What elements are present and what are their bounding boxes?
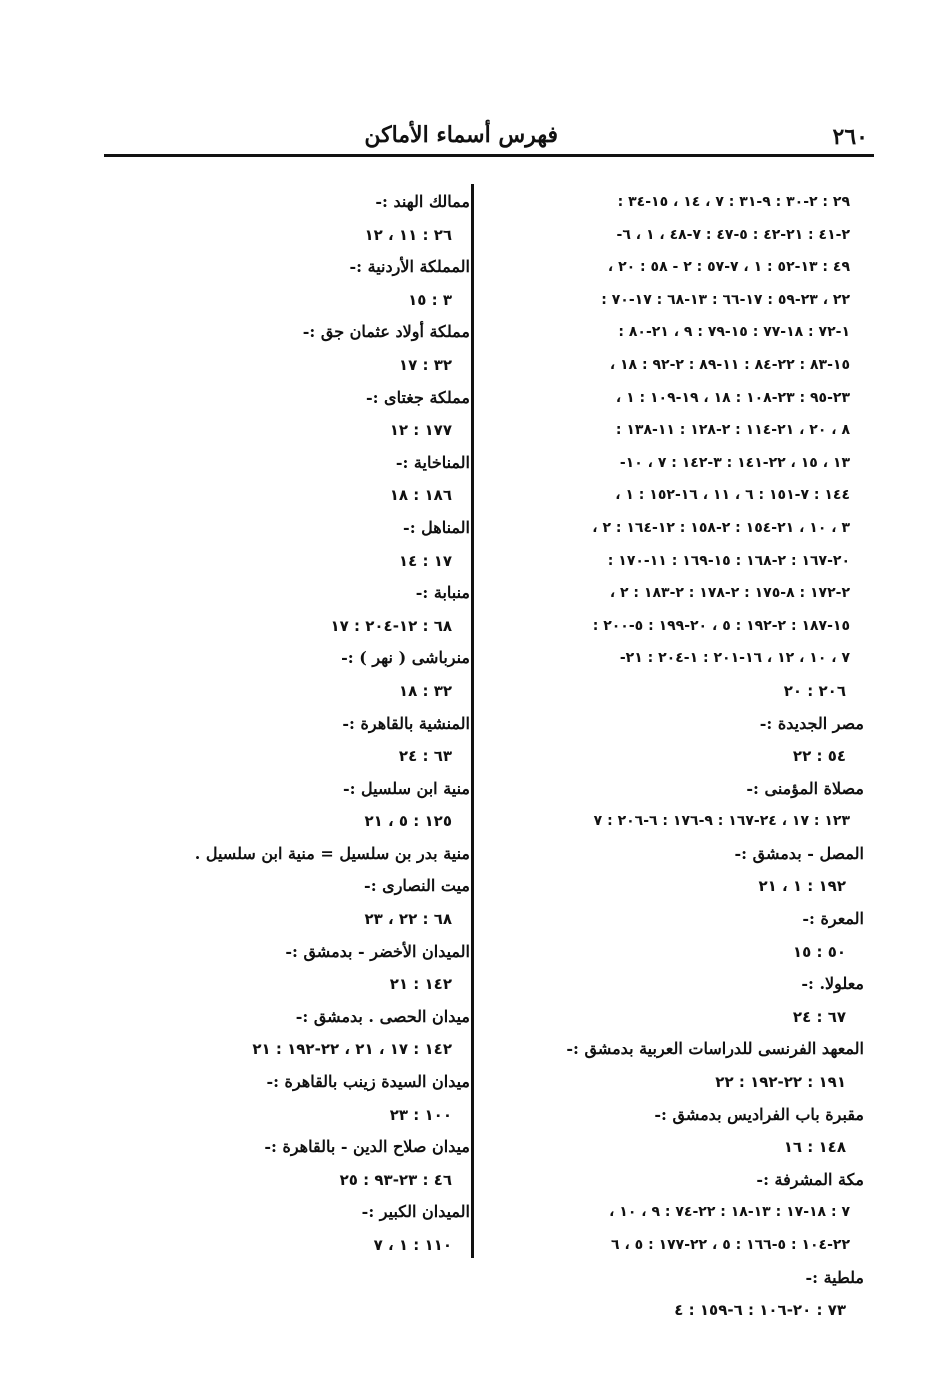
page-title: فهرس أسماء الأماكن [364, 122, 558, 148]
index-entry-heading: معلولا. :- [801, 974, 864, 994]
index-entry-references: ٢٣-٩٥ : ٢٣-١٠٨ : ١٨ ، ١٩-١٠٩ : ١ ، [615, 389, 850, 406]
page-header [104, 118, 874, 152]
index-entry-heading: ملطية :- [805, 1267, 864, 1287]
index-entry-references: ١٢٣ : ١٧ ، ٢٤-١٦٧ : ٩-١٧٦ : ٦-٢٠٦ : ٧ [593, 813, 850, 830]
page-number: ٢٦٠ [832, 124, 868, 150]
index-entry-references: ١٨٦ : ١٨ [389, 486, 452, 505]
index-entry-references: ٢-٤١ : ٢١-٤٢ : ٥-٤٧ : ٧-٤٨ ، ١ ، ٦- [616, 226, 850, 243]
index-entry-references: ٣٢ : ١٧ [398, 355, 452, 374]
index-entry-references: ٨ ، ٢٠ ، ٢١-١١٤ : ٢-١٢٨ : ١١-١٣٨ : [615, 422, 850, 439]
index-entry-references: ٧ ، ١٠ ، ١٢ ، ١٦-٢٠١ : ١-٢٠٤ : ٢١- [619, 650, 850, 667]
index-entry-heading: مملكة جغتاى :- [365, 387, 470, 407]
index-entry-references: ٣ : ١٥ [408, 290, 452, 309]
index-entry-heading: ميدان السيدة زينب بالقاهرة :- [266, 1072, 470, 1092]
index-entry-references: ٦٨ : ٢٢ ، ٢٣ [364, 910, 452, 929]
index-entry-references: ٢٠-١٦٧ : ٢-١٦٨ : ١٥-١٦٩ : ١١-١٧٠ : [607, 552, 850, 569]
index-entry-heading: مصلاة المؤمنى :- [746, 778, 864, 798]
index-entry-heading: ممالك الهند :- [375, 192, 470, 211]
index-entry-heading: الميدان الأخضر - بدمشق :- [285, 941, 470, 961]
index-entry-references: ٥٠ : ١٥ [792, 942, 846, 961]
index-entry-references: ٢٢ ، ٢٣-٥٩ : ١٧-٦٦ : ١٣-٦٨ : ١٧-٧٠ : [601, 291, 850, 308]
index-entry-heading: المعرة :- [802, 909, 864, 929]
index-entry-heading: ميدان الحصى . بدمشق :- [295, 1006, 470, 1026]
index-entry-references: ٢٦ : ١١ ، ١٢ [364, 225, 452, 244]
header-rule [104, 154, 874, 157]
index-entry-references: ٢-١٧٢ : ٨-١٧٥ : ٢-١٧٨ : ٢-١٨٣ : ٢ ، [609, 585, 850, 602]
index-entry-heading: منرباشى ( نهر ) :- [341, 648, 470, 668]
index-entry-heading: مصر الجديدة :- [759, 713, 864, 733]
index-column-left [178, 186, 470, 1262]
index-entry-references: ١٩١ : ٢٢-١٩٢ : ٢٢ [715, 1073, 846, 1092]
index-entry-heading: ميدان صلاح الدين - بالقاهرة :- [264, 1137, 470, 1157]
index-entry-references: ٢٩ : ٢-٣٠ : ٩-٣١ : ٧ ، ١٤ ، ١٥-٣٤ : [617, 194, 850, 210]
index-entry-references: ١٩٢ : ١ ، ٢١ [758, 877, 846, 896]
index-entry-references: ٦٧ : ٢٤ [792, 1007, 846, 1026]
index-entry-references: ١٥-٨٣ : ٢٢-٨٤ : ١١-٨٩ : ٢-٩٢ : ١٨ ، [609, 356, 850, 373]
index-entry-references: ١٣ ، ١٥ ، ٢٢-١٤١ : ٣-١٤٢ : ٧ ، ١٠- [619, 454, 850, 471]
index-entry-references: ٣ ، ١٠ ، ٢١-١٥٤ : ٢-١٥٨ : ١٢-١٦٤ : ٢ ، [592, 519, 850, 536]
index-entry-references: ١٤٤ : ٧-١٥١ : ٦ ، ١١ ، ١٦-١٥٢ : ١ ، [615, 487, 850, 504]
index-entry-heading: المناخاية :- [395, 452, 470, 472]
index-entry-heading: المعهد الفرنسى للدراسات العربية بدمشق :- [566, 1039, 864, 1059]
index-entry-references: ٤٦ : ٢٣-٩٣ : ٢٥ [339, 1170, 452, 1189]
index-entry-heading: مقبرة باب الفراديس بدمشق :- [654, 1104, 864, 1124]
index-entry-heading: المصل - بدمشق :- [734, 843, 864, 863]
index-entry-references: ١٧ : ١٤ [398, 551, 452, 570]
index-entry-references: ١١٠ : ١ ، ٧ [373, 1236, 452, 1254]
index-entry-references: ٢٠٦ : ٢٠ [783, 681, 846, 700]
column-divider [471, 184, 474, 1258]
index-entry-heading: الميدان الكبير :- [361, 1202, 470, 1222]
index-entry-references: ٥٤ : ٢٢ [792, 747, 846, 766]
index-entry-heading: المناهل :- [403, 517, 470, 537]
index-entry-references: ٦٣ : ٢٤ [398, 747, 452, 766]
index-entry-references: ٧ : ١٨-١٧ : ١٣-١٨ : ٢٢-٧٤ : ٩ ، ١٠ ، [609, 1204, 850, 1221]
index-entry-heading: مكة المشرفة :- [756, 1169, 864, 1189]
index-entry-references: ٣٢ : ١٨ [398, 681, 452, 700]
index-entry-heading: المنشية بالقاهرة :- [342, 713, 470, 733]
index-entry-references: ٤٩ : ١٣-٥٢ : ١ ، ٧-٥٧ : ٢ - ٥٨ : ٢٠ ، [607, 259, 850, 276]
index-entry-references: ٢٢-١٠٤ : ٥-١٦٦ : ٥ ، ٢٢-١٧٧ : ٥ ، ٦ [611, 1237, 850, 1253]
index-entry-references: ١٠٠ : ٢٣ [389, 1105, 452, 1124]
index-entry-references: ٦٨ : ١٢-٢٠٤ : ١٧ [330, 616, 452, 635]
index-entry-references: ١٧٧ : ١٢ [389, 421, 452, 440]
index-entry-references: ١٤٨ : ١٦ [783, 1138, 846, 1157]
index-entry-references: ١٤٢ : ١٧ ، ٢١ ، ٢٢-١٩٢ : ٢١ [252, 1040, 452, 1059]
index-entry-heading: مملكة أولاد عثمان جق :- [302, 322, 470, 342]
index-entry-references: ١٥-١٨٧ : ٢-١٩٢ : ٥ ، ٢٠-١٩٩ : ٥-٢٠٠ : [592, 617, 850, 634]
index-entry-references: ١-٧٢ : ١٨-٧٧ : ١٥-٧٩ : ٩ ، ٢١-٨٠ : [618, 324, 850, 341]
index-entry-heading: ميت النصارى :- [364, 876, 470, 896]
index-entry-references: ١٤٢ : ٢١ [389, 975, 452, 994]
index-entry-heading: منية ابن سلسيل :- [342, 778, 470, 798]
index-column-right [492, 186, 864, 1327]
index-entry-heading: المملكة الأردنية :- [349, 257, 470, 277]
index-entry-heading: منبابة :- [415, 583, 470, 603]
index-entry-references: ١٢٥ : ٥ ، ٢١ [364, 812, 452, 831]
index-entry-references: ٧٣ : ٢٠-١٠٦ : ٦-١٥٩ : ٤ [674, 1301, 846, 1320]
index-entry-heading: منية بدر بن سلسيل = منية ابن سلسيل . [194, 843, 470, 863]
